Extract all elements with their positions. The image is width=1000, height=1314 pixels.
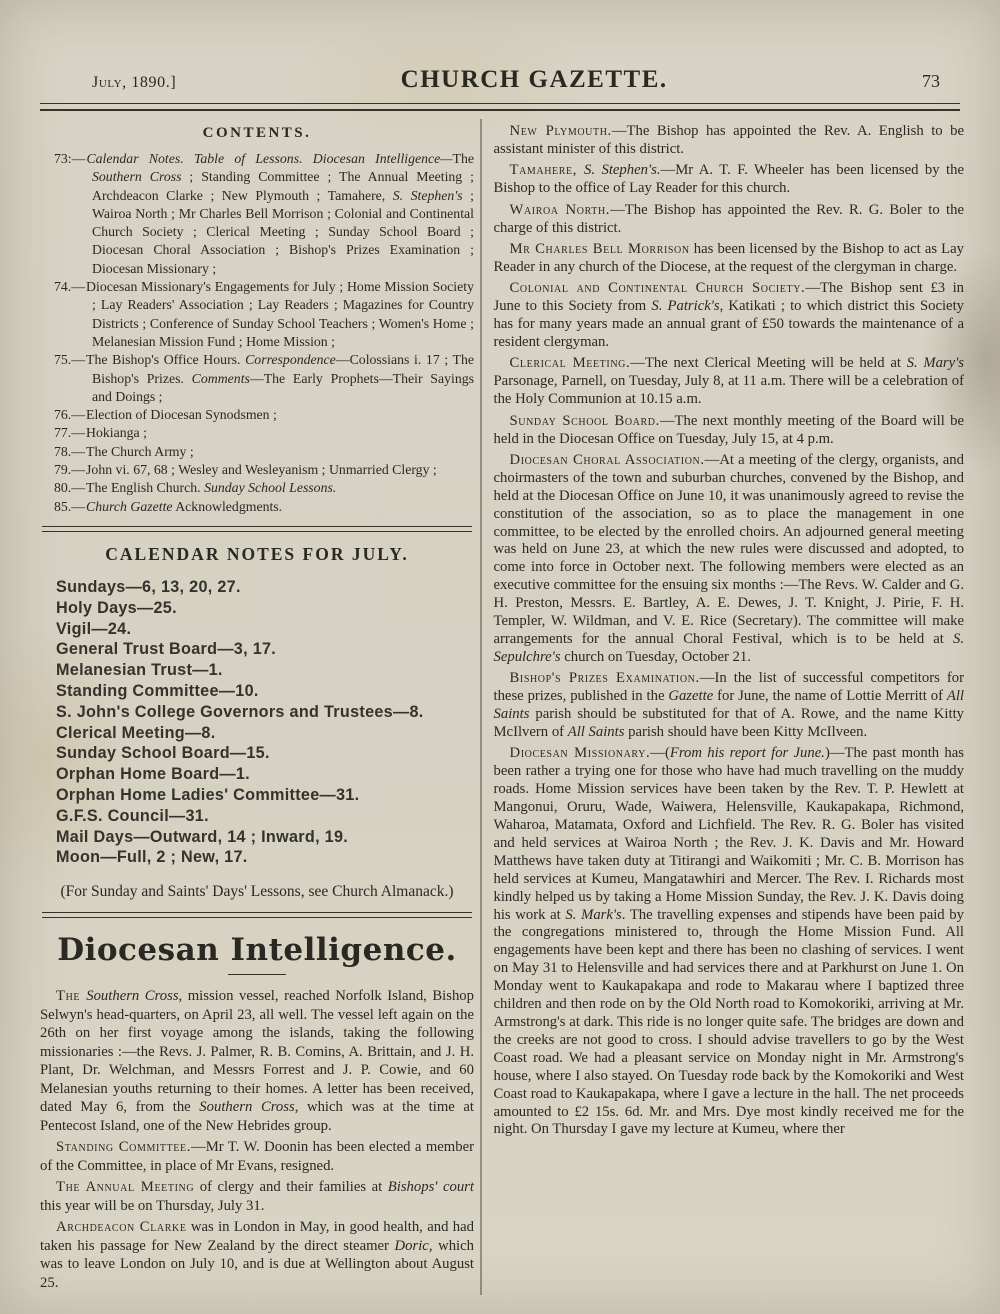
text-run: From his report for June. bbox=[669, 745, 825, 762]
calendar-item: G.F.S. Council—31. bbox=[56, 806, 209, 825]
text-run: , mission vessel, reached Norfolk Island, Bishop Selwyn's head-quarters, on April 23, all well. The vessel left again on the 26th on her first voyage among the islands, taking the following missionaries :—the Revs. J. Palmer, R. B. Comins, A. Brittain, and J. H. Plant, Dr. Welchman, and Messrs Forrest and J. P. Cowie, and 60 Melanesian youths returning to their homes. A letter has been received, dated May 6, from the bbox=[40, 988, 474, 1116]
text-run: ; Wairoa North ; Mr Charles Bell Morrison ; Colonial and Continental Church Society ; Clerical Meeting ; Sunday School Board ; Diocesan Choral Association ; Bishop's Prizes Examination ; Diocesan Missionary ; bbox=[92, 187, 474, 276]
intelligence-paragraphs bbox=[40, 987, 474, 1292]
text-run: —The next Clerical Meeting will be held at bbox=[630, 355, 907, 372]
text-run: —The Bishop has appointed the Rev. R. G. Boler to the charge of this district. bbox=[493, 201, 964, 236]
contents-entry bbox=[40, 498, 474, 516]
text-run: S. Mary's bbox=[906, 355, 965, 372]
text-run: Sunday School Board. bbox=[509, 412, 660, 429]
masthead bbox=[0, 0, 1000, 94]
section-double-rule bbox=[42, 526, 472, 532]
text-run: Diocesan Missionary's Engagements for July ; Home Mission Society ; Lay Readers' Association ; Lay Readers ; Magazines for Country Districts ; Conference of Sunday School Teachers ; Women's Home ; Melanesian Mission Fund ; Home Mission ; bbox=[86, 279, 474, 349]
article-paragraph bbox=[494, 123, 965, 159]
text-run: this year will be on Thursday, July 31. bbox=[40, 1197, 265, 1214]
text-run: Election of Diocesan Synodsmen ; bbox=[86, 407, 277, 423]
calendar-item: Orphan Home Board—1. bbox=[56, 765, 250, 784]
calendar-item: Orphan Home Ladies' Committee—31. bbox=[56, 785, 360, 804]
text-run: Diocesan Missionary. bbox=[509, 745, 651, 762]
text-run: —Mr T. W. Doonin has been elected a member of the Committee, in place of Mr Evans, resigned. bbox=[40, 1139, 474, 1174]
text-run: S. Sepulchre's bbox=[493, 630, 964, 665]
text-run: Southern Cross bbox=[92, 169, 182, 185]
entry-page-number: 75.— bbox=[54, 352, 86, 368]
entry-page-number: 80.— bbox=[54, 480, 86, 496]
page-title: CHURCH GAZETTE. bbox=[400, 66, 668, 93]
text-run: —At a meeting of the clergy, organists, and choirmasters of the town and suburban churches, convened by the Bishop, and held at the Diocesan Office on June 10, it was unanimously agreed to revise the constitution of the association, so as to place the management in one committee, to be elected by the enrolled choirs. An adjourned general meeting was held on June 23, at which the new rules were discussed and adopted, to come into force in October next. The following members were elected as an executive committee for the ensuing six months :—The Revs. W. Calder and G. H. Preston, Messrs. E. Bartley, A. E. Dewes, J. T. Knight, J. Pirie, F. H. Templer, W. Wildman, and V. E. Rice (Secretary). The committee will make arrangements for the annual Choral Festival, which is to be held at bbox=[493, 451, 964, 647]
left-column bbox=[40, 119, 474, 1295]
article-paragraph bbox=[494, 745, 965, 1139]
contents-entry bbox=[40, 479, 474, 497]
article-paragraph bbox=[40, 1178, 474, 1215]
entry-page-number: 78.— bbox=[54, 443, 86, 459]
text-run: S. Stephen's. bbox=[584, 162, 661, 179]
text-run: The bbox=[56, 988, 87, 1005]
text-run: Doric bbox=[394, 1237, 429, 1254]
text-run: Standing Committee. bbox=[56, 1139, 191, 1156]
article-paragraph bbox=[494, 202, 965, 238]
text-run: ; Standing Committee ; The Annual Meeting ; Archdeacon Clarke ; New Plymouth ; Tamahere, bbox=[92, 169, 474, 203]
calendar-item: Moon—Full, 2 ; New, 17. bbox=[56, 848, 248, 867]
section-double-rule bbox=[42, 912, 472, 918]
text-run: John vi. 67, 68 ; Wesley and Wesleyanism ; Unmarried Clergy ; bbox=[86, 462, 437, 478]
text-run: Southern Cross bbox=[86, 988, 179, 1005]
text-run: The Bishop's Office Hours. bbox=[86, 352, 246, 368]
text-run: S. Patrick's bbox=[651, 298, 720, 315]
calendar-item: Vigil—24. bbox=[56, 619, 132, 638]
text-run: parish should have been Kitty McIlveen. bbox=[624, 724, 868, 740]
text-run: Bishop's Prizes Examination. bbox=[509, 670, 700, 687]
text-run: Calendar Notes. Table of Lessons. Diocesan Intelligence— bbox=[86, 151, 453, 166]
text-run: , Katikati ; to which district this Society has for many years made an annual grant of £50 towards the maintenance of a resident clergyman. bbox=[493, 298, 965, 350]
calendar-item: S. John's College Governors and Trustees—8. bbox=[56, 702, 424, 721]
text-run: of clergy and their families at bbox=[194, 1179, 388, 1196]
text-run: church on Tuesday, October 21. bbox=[560, 648, 751, 665]
text-run: . The travelling expenses and stipends have been paid by the congregations ministered to, through the Home Mission Fund. All engagements have been kept and there has been no clashing of services. I went on May 31 to Helensville and had services there and at Parkhurst on June 1. On Monday went to Kaukapakapa and rode to Makarau where I baptized three children and then rode on by the Old North road to Komokoriki, arriving at Mr. Armstrong's at dark. This ride is no longer quite safe. The bridges are down and the creeks are not good to cross. I should advise travellers to go by the West Coast road. We had a pleasant service on Monday night in Mr. Armstrong's house, where I also stayed. On Tuesday rode back by the Komokoriki and West Coast road to Kaukapakapa, where I gave a lecture in the hall. The net proceeds amounted to £2 15s. 6d. Mr. and Mrs. Dye most kindly received me for the night. On Thursday I gave my lecture at Kumeu, where ther bbox=[493, 906, 964, 1138]
text-run: Gazette bbox=[668, 688, 714, 705]
entry-page-number: 79.— bbox=[54, 462, 86, 478]
text-run: S. Mark's bbox=[565, 906, 622, 923]
text-run: Hokianga ; bbox=[86, 425, 147, 441]
text-run: All Saints bbox=[493, 688, 964, 723]
text-run: Wairoa North. bbox=[509, 201, 611, 218]
text-run: Tamahere, bbox=[509, 162, 585, 179]
entry-page-number: 85.— bbox=[54, 498, 86, 514]
text-run: parish should be substituted for that of A. Rowe, and the name Kitty McIlvern of bbox=[493, 706, 964, 740]
text-run: The bbox=[452, 151, 474, 166]
article-paragraph bbox=[40, 1138, 474, 1175]
diocesan-intelligence-section bbox=[40, 932, 474, 1292]
text-run: —The Early Prophets—Their Sayings and Doings ; bbox=[92, 370, 474, 404]
article-paragraph bbox=[40, 1218, 474, 1292]
text-run: , which was at the time at Pentecost Island, one of the New Hebrides group. bbox=[40, 1099, 474, 1134]
entry-page-number: 73:— bbox=[54, 151, 86, 166]
contents-entry bbox=[40, 351, 474, 406]
short-centered-rule bbox=[228, 974, 286, 975]
text-run: The Annual Meeting bbox=[56, 1179, 195, 1196]
text-run: Diocesan Choral Association. bbox=[509, 451, 705, 468]
article-paragraph bbox=[494, 670, 965, 742]
text-run: Parsonage, Parnell, on Tuesday, July 8, at 11 a.m. There will be a celebration of the Holy Communion at 10.15 a.m. bbox=[493, 373, 964, 408]
contents-heading: CONTENTS. bbox=[202, 125, 312, 141]
article-paragraph bbox=[40, 987, 474, 1135]
entry-page-number: 76.— bbox=[54, 407, 86, 423]
diocesan-intelligence-heading: Diocesan Intelligence. bbox=[57, 932, 457, 969]
text-run: Bishops' court bbox=[387, 1179, 474, 1196]
page-number: 73 bbox=[922, 71, 940, 91]
calendar-item: Standing Committee—10. bbox=[56, 681, 259, 700]
calendar-item: Sunday School Board—15. bbox=[56, 744, 270, 763]
entry-page-number: 77.— bbox=[54, 425, 86, 441]
text-run: , which was to leave London on July 10, and is due at Wellington about August 25. bbox=[40, 1237, 474, 1291]
contents-entry bbox=[40, 406, 474, 424]
calendar-section bbox=[40, 544, 474, 902]
article-paragraph bbox=[494, 355, 965, 409]
text-run: —Mr A. T. F. Wheeler has been licensed by the Bishop to the office of Lay Reader for this church. bbox=[493, 162, 964, 197]
contents-entry bbox=[40, 150, 474, 278]
text-run: All Saints bbox=[567, 724, 625, 740]
text-run: Mr Charles Bell Morrison bbox=[509, 240, 690, 257]
contents-entry bbox=[40, 424, 474, 442]
article-paragraph bbox=[494, 241, 965, 277]
calendar-item: Melanesian Trust—1. bbox=[56, 661, 223, 680]
text-run: The English Church. bbox=[86, 480, 205, 496]
text-run: S. Stephen's bbox=[392, 187, 463, 203]
text-run: —The Bishop has appointed the Rev. A. English to be assistant minister of this district. bbox=[493, 123, 964, 157]
text-run: —( bbox=[650, 745, 670, 762]
text-run: Colonial and Continental Church Society. bbox=[509, 280, 806, 297]
contents-entry bbox=[40, 443, 474, 461]
contents-section bbox=[40, 125, 474, 516]
text-run: Southern Cross bbox=[199, 1099, 295, 1116]
text-run: Sunday School Lessons. bbox=[204, 480, 337, 496]
text-run: —The next monthly meeting of the Board will be held in the Diocesan Office on Tuesday, July 15, at 4 p.m. bbox=[493, 412, 964, 447]
calendar-heading: CALENDAR NOTES FOR JULY. bbox=[105, 543, 409, 564]
text-run: for June, the name of Lottie Merritt of bbox=[713, 688, 947, 705]
contents-entries bbox=[40, 150, 474, 516]
text-run: has been licensed by the Bishop to act as Lay Reader in any church of the Diocese, at the request of the clergyman in charge. bbox=[493, 240, 964, 275]
text-run: was in London in May, in good health, and had taken his passage for New Zealand by the direct steamer bbox=[40, 1219, 474, 1254]
text-run: Comments bbox=[191, 370, 250, 386]
calendar-item: Mail Days—Outward, 14 ; Inward, 19. bbox=[56, 827, 349, 846]
entry-page-number: 74.— bbox=[54, 279, 86, 295]
contents-entry bbox=[40, 461, 474, 479]
text-run: New Plymouth. bbox=[509, 123, 612, 139]
masthead-double-rule bbox=[40, 103, 960, 111]
two-column-layout bbox=[0, 111, 1000, 1295]
text-run: —In the list of successful competitors for these prizes, published in the bbox=[493, 670, 964, 705]
text-run: Clerical Meeting. bbox=[509, 355, 631, 372]
text-run: Acknowledgments. bbox=[172, 498, 283, 514]
text-run: Archdeacon Clarke bbox=[56, 1219, 187, 1236]
calendar-note: (For Sunday and Saints' Days' Lessons, see Church Almanack.) bbox=[60, 883, 454, 901]
calendar-item: Holy Days—25. bbox=[56, 598, 177, 617]
calendar-list bbox=[40, 577, 474, 868]
article-paragraph bbox=[494, 280, 965, 352]
text-run: —Colossians i. 17 ; The Bishop's Prizes. bbox=[92, 352, 474, 386]
text-run: Church Gazette bbox=[86, 498, 173, 514]
text-run: Correspondence bbox=[245, 352, 336, 368]
column-divider-rule bbox=[480, 119, 482, 1295]
right-paragraphs bbox=[494, 123, 965, 1139]
calendar-item: Sundays—6, 13, 20, 27. bbox=[56, 577, 241, 596]
text-run: —The Bishop sent £3 in June to this Society from bbox=[493, 280, 964, 315]
text-run: )—The past month has been rather a trying one for those who have had much travelling on the muddy roads. Home Mission services have been taken by the Rev. T. P. Hewlett at Mangonui, Oruru, Wade, Waiwera, Helensville, Kaukapakapa, Richmond, Waharoa, Matamata, Oxford and Lichfield. The Rev. R. G. Boler has visited and held services at Wairoa North ; the Rev. J. K. Davis and Mr. Howard Matthews have taken duty at Titirangi and Waikomiti ; Mr. C. B. Morrison has held services at Kumeu, Mangatawhiri and Mercer. The Rev. I. Richards most kindly helped us by taking a Home Mission Sunday, the Rev. J. K. Davis doing his work at bbox=[493, 745, 964, 923]
calendar-item: Clerical Meeting—8. bbox=[56, 723, 216, 742]
text-run: The Church Army ; bbox=[86, 443, 194, 459]
article-paragraph bbox=[494, 162, 965, 198]
article-paragraph bbox=[494, 452, 965, 667]
right-column bbox=[488, 119, 965, 1295]
calendar-item: General Trust Board—3, 17. bbox=[56, 640, 277, 659]
contents-entry bbox=[40, 278, 474, 351]
article-paragraph bbox=[494, 413, 965, 449]
issue-date: July, 1890.] bbox=[92, 74, 177, 91]
